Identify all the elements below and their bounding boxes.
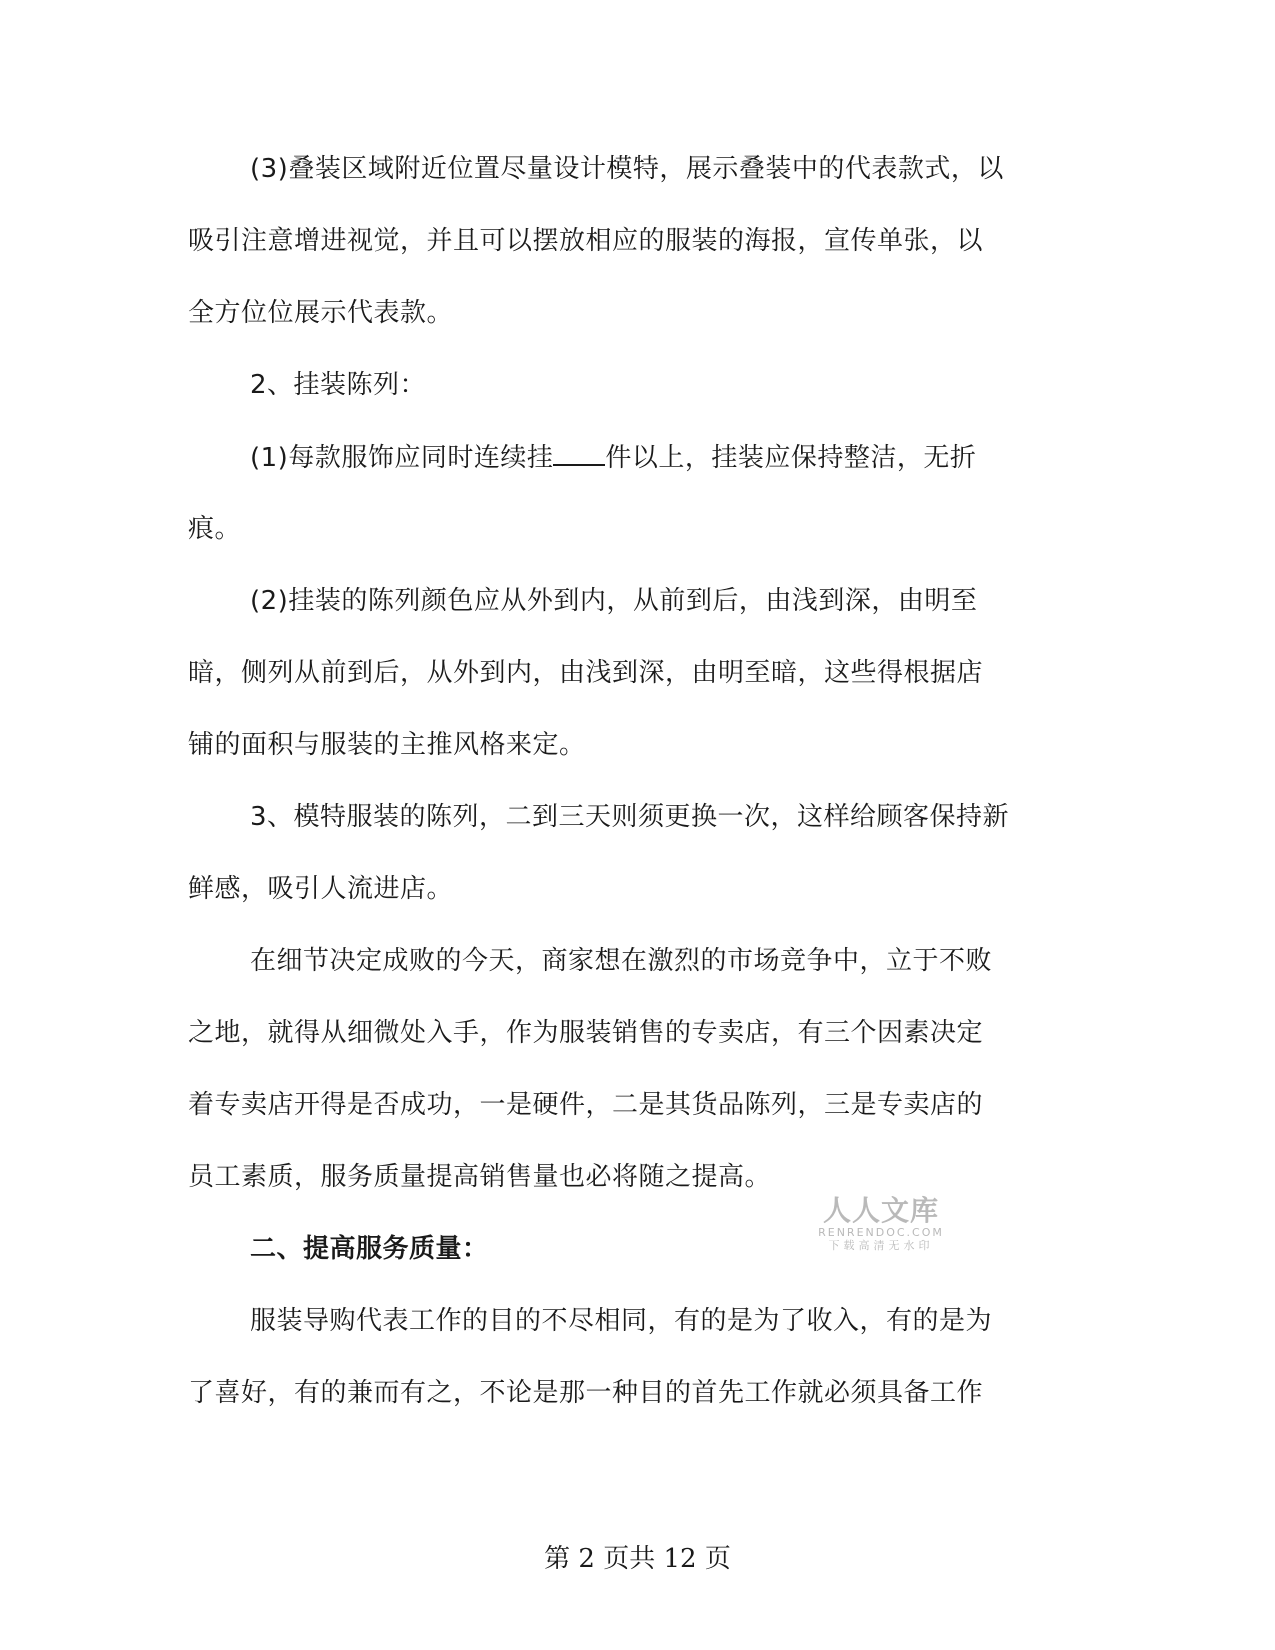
paragraph-line: 了喜好，有的兼而有之，不论是那一种目的首先工作就必须具备工作	[188, 1378, 984, 1408]
watermark-title: 人人文库	[822, 1194, 939, 1227]
paragraph-line: 痕。	[188, 514, 242, 544]
paragraph-line: (2)挂装的陈列颜色应从外到内，从前到后，由浅到深，由明至	[250, 586, 978, 616]
paragraph-line: 之地，就得从细微处入手，作为服装销售的专卖店，有三个因素决定	[188, 1018, 984, 1048]
paragraph-line: 着专卖店开得是否成功，一是硬件，二是其货品陈列，三是专卖店的	[188, 1090, 984, 1120]
paragraph-line: (3)叠装区域附近位置尽量设计模特，展示叠装中的代表款式，以	[250, 154, 1004, 184]
paragraph-line: 在细节决定成败的今天，商家想在激烈的市场竞争中，立于不败	[250, 946, 993, 976]
line-text-before-blank: (1)每款服饰应同时连续挂	[250, 443, 554, 473]
paragraph-line: 员工素质，服务质量提高销售量也必将随之提高。	[188, 1162, 772, 1192]
paragraph-line: 鲜感，吸引人流进店。	[188, 874, 454, 904]
paragraph-line: 吸引注意增进视觉，并且可以摆放相应的服装的海报，宣传单张，以	[188, 226, 984, 256]
paragraph-line: 服装导购代表工作的目的不尽相同，有的是为了收入，有的是为	[250, 1306, 993, 1336]
fill-in-blank	[553, 440, 605, 466]
section-heading: 二、提高服务质量：	[250, 1234, 489, 1264]
section-heading: 2、挂装陈列：	[250, 370, 427, 400]
page-number: 第 2 页共 12 页	[544, 1544, 731, 1574]
paragraph-line: 3、模特服装的陈列，二到三天则须更换一次，这样给顾客保持新	[250, 802, 1010, 832]
paragraph-line	[250, 440, 976, 475]
watermark-logo	[818, 1196, 944, 1252]
paragraph-line: 暗，侧列从前到后，从外到内，由浅到深，由明至暗，这些得根据店	[188, 658, 984, 688]
watermark-domain: RENRENDOC.COM	[818, 1226, 944, 1239]
watermark-subtitle: 下载高清无水印	[828, 1239, 934, 1252]
line-text-after-blank: 件以上，挂装应保持整洁，无折	[605, 443, 977, 473]
paragraph-line: 全方位位展示代表款。	[188, 298, 454, 328]
paragraph-line: 铺的面积与服装的主推风格来定。	[188, 730, 586, 760]
